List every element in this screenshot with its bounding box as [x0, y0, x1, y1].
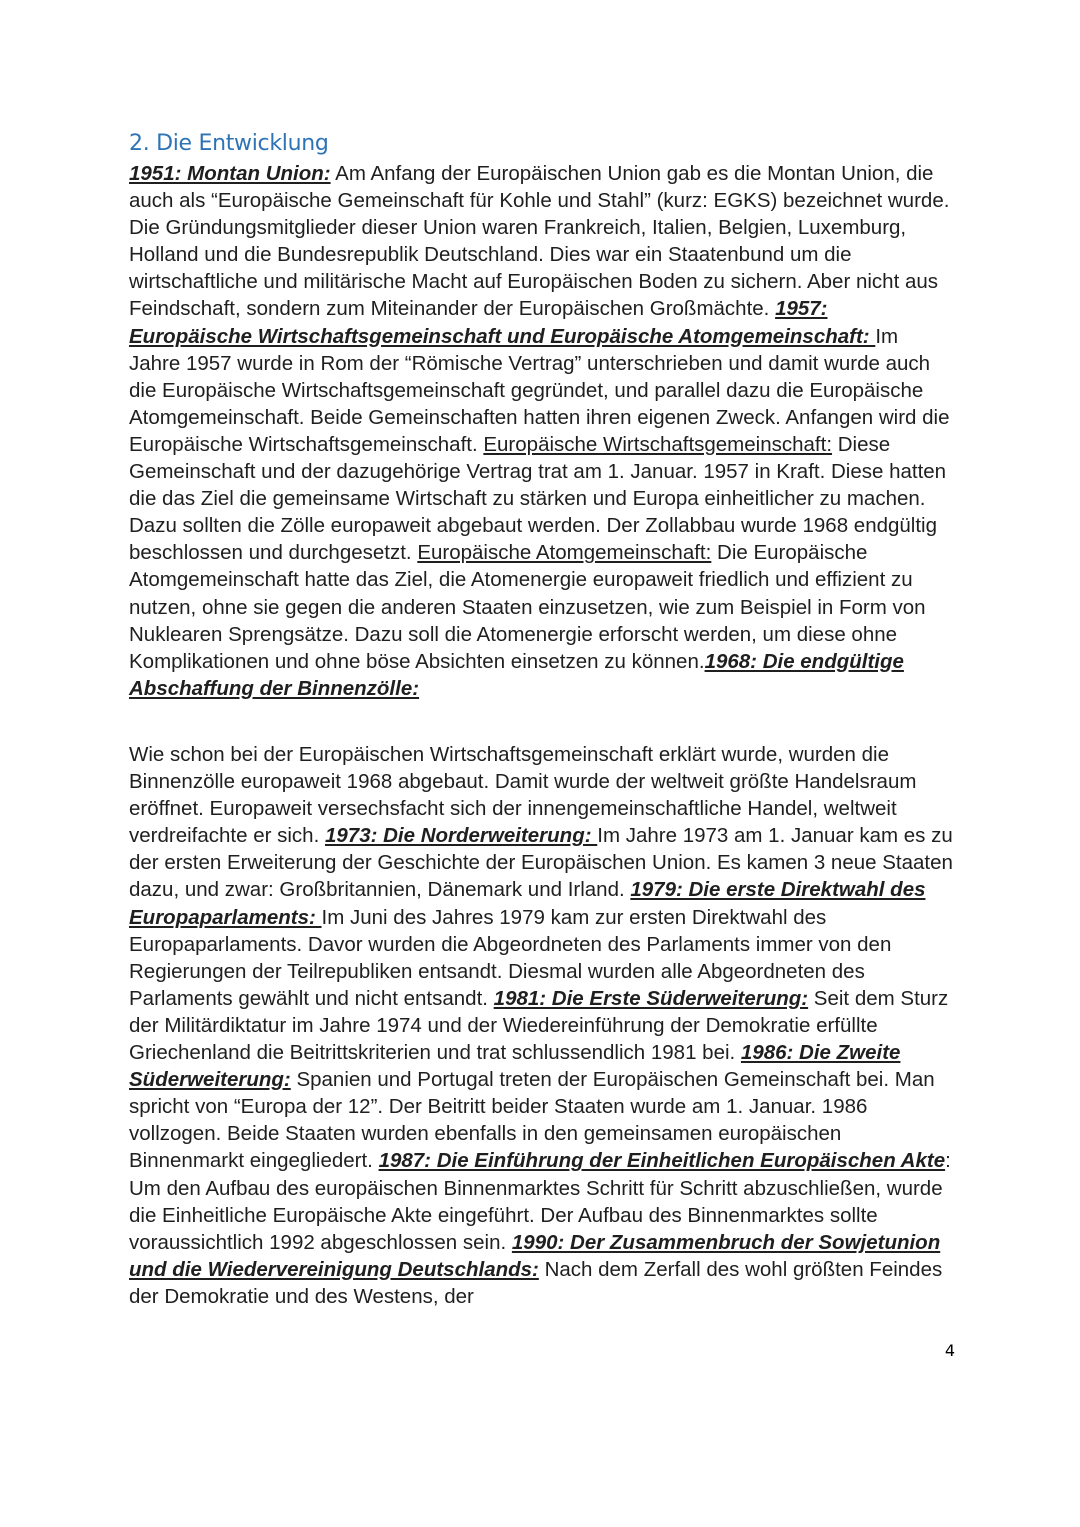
page-number: 4	[944, 1341, 955, 1360]
heading-1957-ewg-euratom: 1957: Europäische Wirtschaftsgemeinschaft und Europäische Atomgemeinschaft:	[129, 297, 876, 348]
heading-1973-norderweiterung: 1973: Die Norderweiterung:	[324, 824, 598, 848]
text-erste-sueder: Seit dem Sturz der Militärdiktatur im Jahre 1974 und der Wiedereinführung der Demokratie erfüllte Griechenland die Beitrittskriterien und trat schlussendlich 1981 bei.	[129, 986, 949, 1065]
text-montan-union: Am Anfang der Europäischen Union gab es die Montan Union, die auch als “Europäische Gemeinschaft für Kohle und Stahl” (kurz: EGKS) bezeichnet wurde. Die Gründungsmitglieder dieser Union waren Frankreich, Italien, Belgien, Luxemburg, Holland und die Bundesrepublik Deutschland. Dies war ein Staatenbund um die wirtschaftliche und militärische Macht auf Europäischen Boden zu sichern. Aber nicht aus Feindschaft, sondern zum Miteinander der Europäischen Großmächte.	[129, 162, 950, 321]
text-ewg: Diese Gemeinschaft und der dazugehörige Vertrag trat am 1. Januar. 1957 in Kraft. Diese hatten die das Ziel die gemeinsame Wirtschaft zu stärken und Europa einheitlicher zu machen. Dazu sollten die Zölle europaweit abgebaut werden. Der Zollabbau wurde 1968 endgültig beschlossen und durchgesetzt.	[129, 432, 947, 565]
text-zweite-sueder: Spanien und Portugal treten der Europäischen Gemeinschaft bei. Man spricht von “Europa der 12”. Der Beitritt beider Staaten wurde am 1. Januar. 1986 vollzogen. Beide Staaten wurden ebenfalls in den gemeinsamen europäischen Binnenmarkt eingegliedert.	[129, 1068, 935, 1173]
heading-1981-erste-sueder: 1981: Die Erste Süderweiterung:	[493, 986, 809, 1010]
text-wiedervereinigung: Nach dem Zerfall des wohl größten Feindes der Demokratie und des Westens, der	[129, 1257, 943, 1308]
subheading-ewg: Europäische Wirtschaftsgemeinschaft:	[483, 432, 833, 456]
heading-1987-eea: 1987: Die Einführung der Einheitlichen Europäischen Akte	[378, 1149, 946, 1173]
text-1957: Im Jahre 1957 wurde in Rom der “Römische Vertrag” unterschrieben und damit wurde auch die Europäische Wirtschaftsgemeinschaft gegründet, und parallel dazu die Europäische Atomgemeinschaft. Beide Gemeinschaften hatten ihren eigenen Zweck. Anfangen wird die Europäische Wirtschaftsgemeinschaft.	[129, 324, 950, 456]
heading-1951-montan-union: 1951: Montan Union:	[129, 162, 331, 185]
text-norderweiterung: Im Jahre 1973 am 1. Januar kam es zu der ersten Erweiterung der Geschichte der Europäischen Union. Es kamen 3 neue Staaten dazu, und zwar: Großbritannien, Dänemark und Irland.	[129, 824, 953, 902]
paragraph-1	[129, 160, 954, 702]
heading-1990-wiedervereinigung: 1990: Der Zusammenbruch der Sowjetunion und die Wiedervereinigung Deutschlands:	[129, 1230, 941, 1281]
section-heading: 2. Die Entwicklung	[129, 131, 329, 156]
heading-1968-binnenzoelle: 1968: Die endgültige Abschaffung der Binnenzölle:	[129, 649, 904, 700]
heading-1986-zweite-sueder: 1986: Die Zweite Süderweiterung:	[129, 1041, 901, 1092]
subheading-euratom: Europäische Atomgemeinschaft:	[417, 541, 712, 565]
text-direktwahl: Im Juni des Jahres 1979 kam zur ersten Direktwahl des Europaparlaments. Davor wurden die Abgeordneten des Parlaments immer von den Regierungen der Teilrepubliken entsandt. Diesmal wurden alle Abgeordneten des Parlaments gewählt und nicht entsandt.	[129, 905, 892, 1010]
text-binnenzoelle: Wie schon bei der Europäischen Wirtschaftsgemeinschaft erklärt wurde, wurden die Binnenzölle europaweit 1968 abgebaut. Damit wurde der weltweit größte Handelsraum eröffnet. Europaweit versechsfacht sich der innengemeinschaftliche Handel, weltweit verdreifachte er sich.	[129, 743, 917, 848]
heading-1979-direktwahl: 1979: Die erste Direktwahl des Europaparlaments:	[129, 878, 926, 929]
text-eea: : Um den Aufbau des europäischen Binnenmarktes Schritt für Schritt abzuschließen, wurde die Einheitliche Europäische Akte eingeführt. Der Aufbau des Binnenmarktes sollte voraussichtlich 1992 abgeschlossen sein.	[129, 1149, 951, 1254]
text-euratom: Die Europäische Atomgemeinschaft hatte das Ziel, die Atomenergie europaweit friedlich und effizient zu nutzen, ohne sie gegen die anderen Staaten einzusetzen, wie zum Beispiel in Form von Nuklearen Sprengsätze. Dazu soll die Atomenergie erforscht werden, um diese ohne Komplikationen und ohne böse Absichten einsetzen zu können.	[129, 541, 926, 673]
paragraph-2	[129, 741, 954, 1310]
